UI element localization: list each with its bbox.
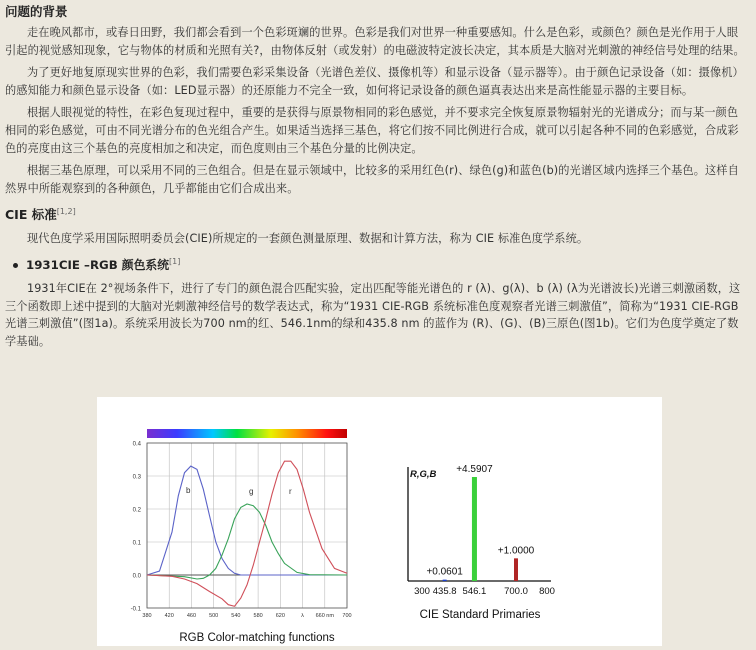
curve-label: g bbox=[249, 487, 254, 496]
x-tick-label: 700 bbox=[342, 613, 352, 619]
paragraph-1: 走在晚风都市，或春日田野，我们都会看到一个色彩斑斓的世界。色彩是我们对世界一种重要感知。什么是色彩，或颜色？颜色是光作用于人眼引起的视觉感知现象，它与物体的材质和光照有关?，由物体反射（或发射）的电磁波特定波长决定，其本质是大脑对光刺激的神经信号处理的结果。 bbox=[5, 26, 745, 57]
x-tick-label: 660 nm bbox=[315, 613, 334, 619]
series-line-b bbox=[147, 466, 347, 575]
paragraph-4: 根据三基色原理，可以采用不同的三色组合。但是在显示领域中，比较多的采用红色(r)、绿色(g)和蓝色(b)的光谱区域内选择三个基色。这样自然界中所能观察到的各种颜色，几乎都能由它们合成出来。 bbox=[5, 164, 739, 195]
subheading-rgb-system bbox=[13, 253, 748, 274]
figure-svg bbox=[97, 397, 662, 646]
y-axis-label: R,G,B bbox=[410, 469, 437, 480]
section-heading-background: 问题的背景 bbox=[5, 4, 68, 19]
bar-value-label: +0.0601 bbox=[426, 566, 463, 578]
x-tick-label: 800 bbox=[539, 586, 555, 597]
x-tick-label: λ bbox=[301, 613, 304, 619]
bar-700 bbox=[514, 558, 518, 581]
paragraph-2: 为了更好地复原现实世界的色彩，我们需要色彩采集设备（光谱色差仪、摄像机等）和显示设备（显示器等）。由于颜色记录设备（如：摄像机）的感知能力和颜色显示设备（如：LED显示器）的还原能力不完全一致，如何将记录设备的颜色逼真表达出来是高性能显示器的主要目标。 bbox=[5, 66, 744, 97]
rgb-paragraph: 1931年CIE在 2°视场条件下，进行了专门的颜色混合匹配实验，定出匹配等能光谱色的 r (λ)、g(λ)、b (λ) (λ为光谱波长)光谱三刺激函数，这三个函数即上述中提到的大脑对光刺激神经信号的数学表达式，称为“1931 CIE-RGB 系统标准色度观察者光谱三刺激值”，简称为“1931 CIE-RGB 光谱三刺激值”(图1a)。系统采用波长为700 nm的红、546.1nm的绿和435.8 nm 的蓝作为 (R)、(G)、(B)三原色(图1b)。它们为色度学奠定了数学基础。 bbox=[5, 282, 741, 348]
bar-546.1 bbox=[472, 477, 477, 581]
x-tick-label: 620 bbox=[275, 613, 285, 619]
rgb-matching-chart bbox=[131, 442, 352, 645]
y-tick-label: 0.1 bbox=[132, 540, 141, 547]
chart1-title: RGB Color-matching functions bbox=[179, 632, 335, 644]
section-heading-cie bbox=[5, 203, 748, 223]
curve-label: r bbox=[289, 487, 292, 496]
subheading-text: 1931CIE –RGB 颜色系统 bbox=[26, 258, 169, 273]
x-tick-label: 546.1 bbox=[462, 586, 487, 597]
x-tick-label: 460 bbox=[186, 613, 197, 619]
chart2-title: CIE Standard Primaries bbox=[419, 609, 541, 621]
x-tick-label: 540 bbox=[231, 613, 241, 619]
cie-reference-link[interactable]: [1,2] bbox=[56, 207, 76, 217]
subheading-reference-link[interactable]: [1] bbox=[169, 257, 181, 267]
curve-label: b bbox=[186, 486, 191, 495]
y-tick-label: 0.3 bbox=[132, 474, 141, 481]
x-tick-label: 380 bbox=[142, 613, 152, 619]
paragraph-3: 根据人眼视觉的特性，在彩色复现过程中，重要的是获得与原景物相同的彩色感觉，并不要求完全恢复原景物辐射光的光谱成分；而与某一颜色相同的彩色感觉，可由不同光谱分布的色光组合产生。如果适当选择三基色，将它们按不同比例进行合成，就可以引起各种不同的色彩感觉，合成彩色的亮度由这三个基色的亮度相加之和决定，而色度则由三个基色分量的比例决定。 bbox=[5, 106, 739, 155]
y-tick-label: -0.1 bbox=[130, 606, 141, 613]
x-tick-label: 500 bbox=[209, 613, 219, 619]
bar-value-label: +1.0000 bbox=[497, 545, 535, 557]
series-line-g bbox=[147, 504, 347, 579]
bar-435.8 bbox=[443, 580, 447, 581]
spectrum-bar bbox=[147, 429, 347, 438]
x-tick-label: 435.8 bbox=[432, 586, 457, 597]
document bbox=[0, 3, 756, 350]
x-tick-label: 420 bbox=[164, 613, 174, 619]
y-tick-label: 0.0 bbox=[132, 573, 141, 580]
x-tick-label: 580 bbox=[253, 613, 263, 619]
bullet-icon bbox=[13, 263, 18, 268]
y-tick-label: 0.4 bbox=[132, 441, 141, 448]
y-tick-label: 0.2 bbox=[132, 507, 141, 514]
cie-heading-text: CIE 标准 bbox=[5, 207, 57, 223]
x-tick-label: 700.0 bbox=[504, 586, 528, 597]
cie-paragraph: 现代色度学采用国际照明委员会(CIE)所规定的一套颜色测量原理、数据和计算方法，称为 CIE 标准色度学系统。 bbox=[27, 231, 589, 245]
x-tick-label: 300 bbox=[414, 586, 430, 597]
figure-1 bbox=[97, 397, 662, 646]
cie-primaries-chart bbox=[408, 464, 555, 621]
bar-value-label: +4.5907 bbox=[456, 464, 493, 475]
series-line-r bbox=[147, 461, 347, 606]
